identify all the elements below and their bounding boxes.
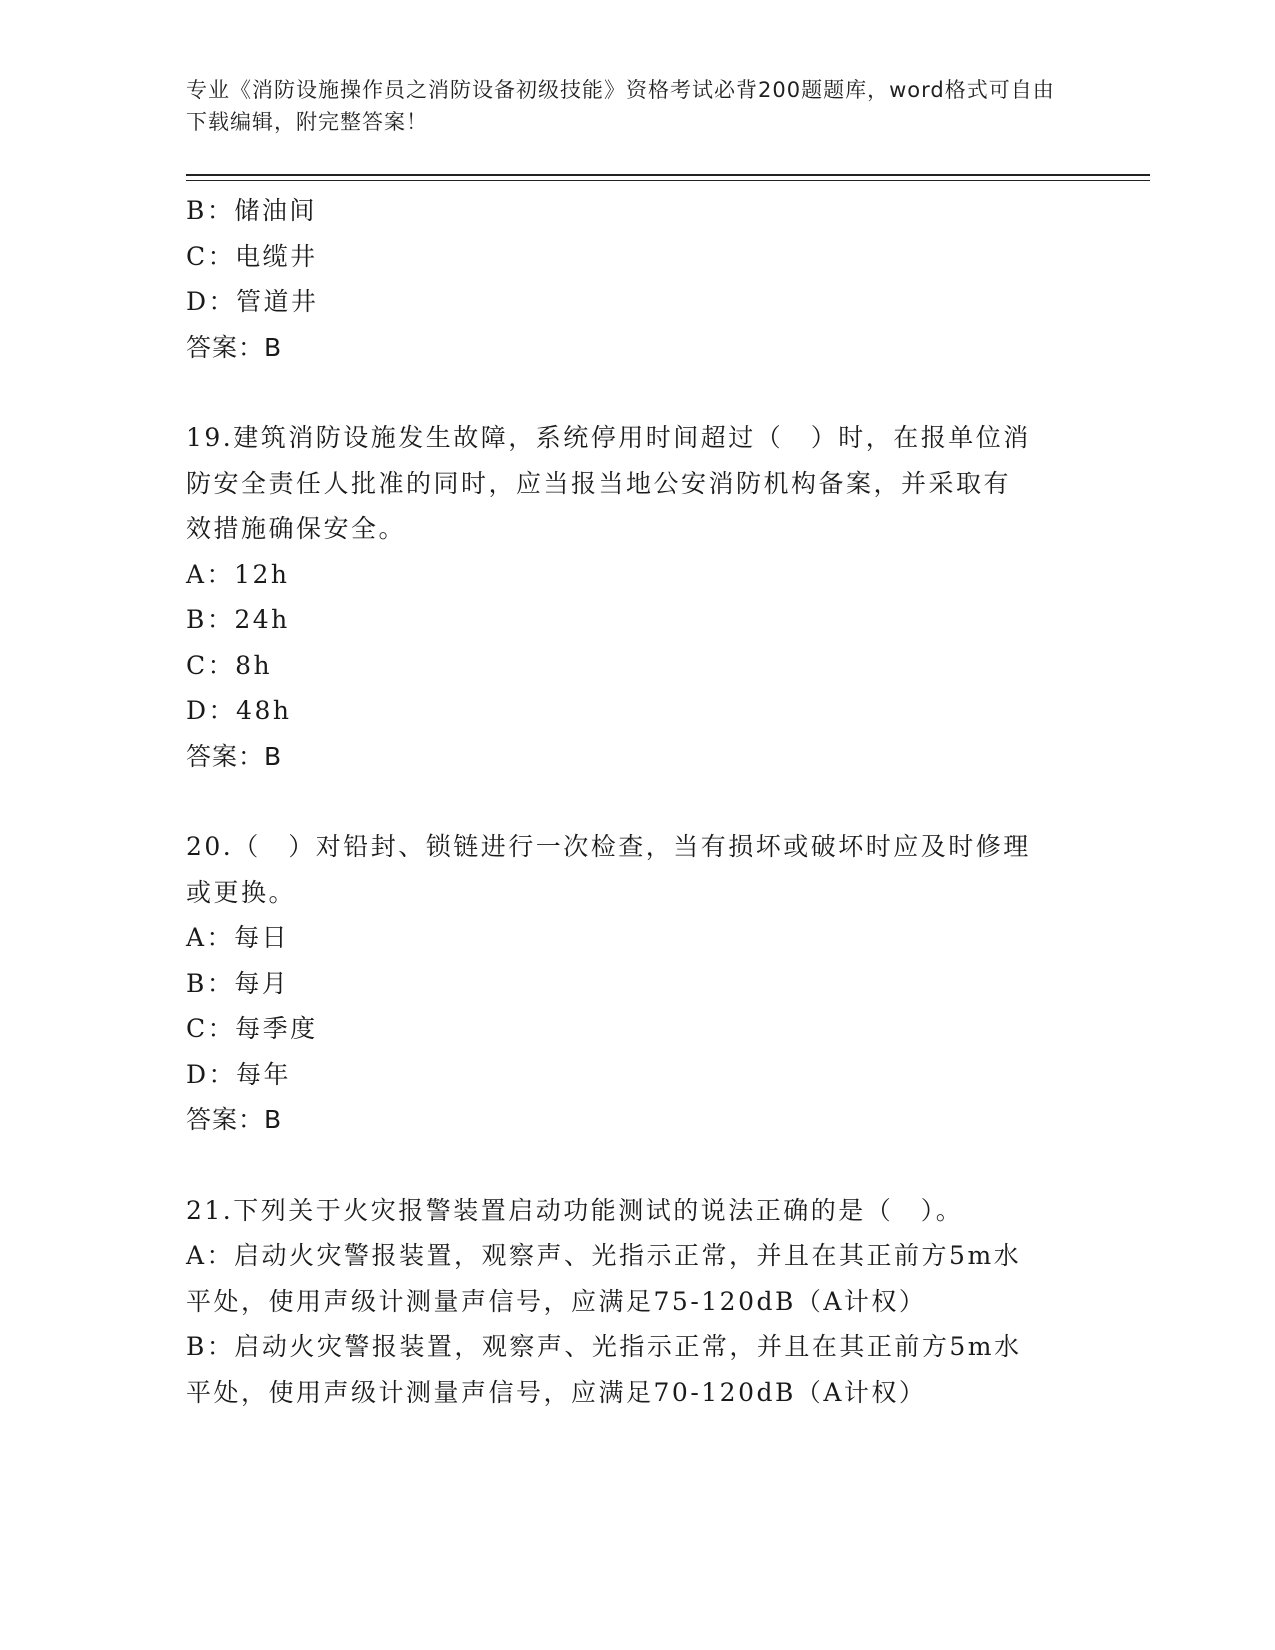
option-label: C：: [186, 241, 236, 271]
option-d: [186, 688, 1086, 734]
option-text: 电缆井: [235, 241, 318, 271]
option-text: 管道井: [236, 287, 319, 316]
option-label: B：: [186, 605, 235, 634]
option-c: [186, 234, 1086, 280]
option-a-line: 平处，使用声级计测量声信号，应满足75-120dB（A计权）: [186, 1286, 927, 1316]
question-stem-line: 21.下列关于火灾报警装置启动功能测试的说法正确的是（ ）。: [186, 1195, 964, 1225]
option-b: [186, 188, 1086, 234]
option-a: [186, 552, 1086, 598]
option-text: 48h: [236, 696, 292, 725]
option-text: 每日: [234, 923, 290, 952]
spacer: [186, 370, 1086, 415]
header-divider-thin: [186, 180, 1150, 181]
option-c: [186, 643, 1086, 689]
answer-line: 答案：B: [186, 1105, 283, 1134]
option-d: [186, 279, 1086, 325]
option-label: A：: [186, 923, 235, 952]
spacer: [186, 1143, 1086, 1188]
option-label: B：: [186, 196, 235, 225]
option-text: 12h: [234, 559, 290, 589]
question-19: [186, 415, 1086, 779]
document-header: [186, 74, 1066, 138]
option-label: C：: [186, 1014, 236, 1043]
question-stem-line: 防安全责任人批准的同时，应当报当地公安消防机构备案，并采取有: [186, 468, 1012, 498]
option-b-line: 平处，使用声级计测量声信号，应满足70-120dB（A计权）: [186, 1377, 927, 1407]
answer-line: 答案：B: [186, 332, 283, 362]
option-label: D：: [186, 1059, 237, 1089]
option-b: [186, 961, 1086, 1007]
spacer: [186, 779, 1086, 824]
question-content: [186, 188, 1086, 1415]
option-label: D：: [186, 287, 237, 316]
option-d: [186, 1052, 1086, 1098]
option-text: 8h: [235, 650, 273, 680]
answer-line: 答案：B: [186, 741, 283, 771]
question-stem-line: 19.建筑消防设施发生故障，系统停用时间超过（ ）时，在报单位消: [186, 423, 1031, 452]
prev-question-options: [186, 188, 1086, 370]
option-b: [186, 597, 1086, 643]
option-c: [186, 1006, 1086, 1052]
question-stem-line: 效措施确保安全。: [186, 514, 407, 543]
option-text: 每月: [234, 968, 290, 998]
option-label: D：: [186, 696, 237, 725]
question-stem-line: 或更换。: [186, 877, 297, 907]
option-a: [186, 915, 1086, 961]
header-divider-thick: [186, 174, 1150, 176]
option-label: B：: [186, 968, 235, 998]
question-21: [186, 1188, 1086, 1416]
option-text: 24h: [234, 605, 290, 634]
option-text: 每季度: [235, 1014, 318, 1043]
option-label: C：: [186, 650, 236, 680]
option-b-line: B：启动火灾警报装置，观察声、光指示正常，并且在其正前方5m水: [186, 1332, 1022, 1361]
option-text: 每年: [236, 1059, 292, 1089]
question-20: [186, 824, 1086, 1143]
option-text: 储油间: [234, 196, 317, 225]
option-label: A：: [186, 559, 235, 589]
question-stem-line: 20.（ ）对铅封、锁链进行一次检查，当有损坏或破坏时应及时修理: [186, 832, 1031, 861]
option-a-line: A：启动火灾警报装置，观察声、光指示正常，并且在其正前方5m水: [186, 1241, 1022, 1270]
header-text: 专业《消防设施操作员之消防设备初级技能》资格考试必背200题题库，word格式可自由下载编辑，附完整答案！: [186, 78, 1055, 134]
